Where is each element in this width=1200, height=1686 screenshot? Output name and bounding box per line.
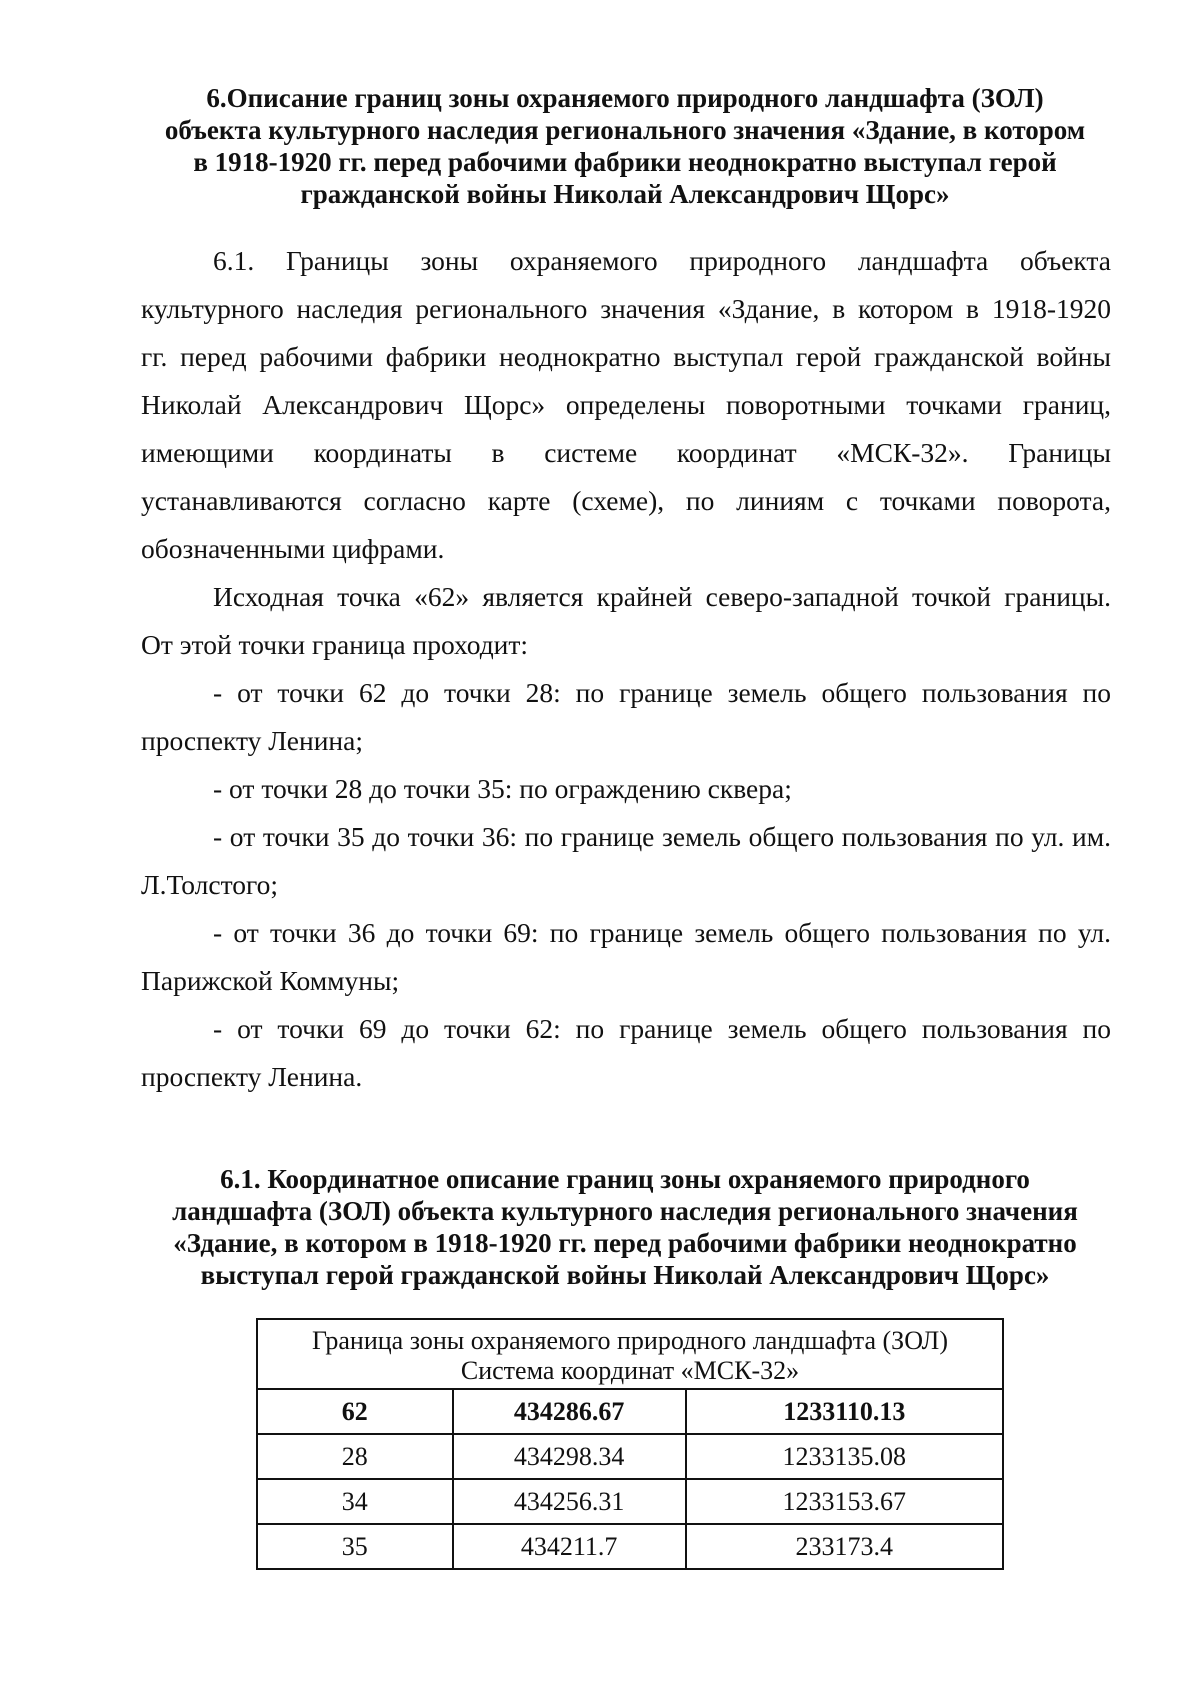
y-coordinate-cell: 1233153.67 [686, 1479, 1003, 1524]
x-coordinate-cell: 434298.34 [453, 1434, 686, 1479]
paragraph-line: - от точки 35 до точки 36: по границе земель общего пользования по ул. им. [213, 821, 1111, 852]
point-number-cell: 35 [257, 1524, 453, 1569]
body-text [141, 237, 1111, 1101]
paragraph-line: имеющими координаты в системе координат «МСК-32». Границы [141, 437, 1111, 468]
section-6-heading [130, 82, 1120, 210]
heading-line: гражданской войны Николай Александрович Щорс» [300, 179, 950, 209]
table-row [257, 1389, 1003, 1434]
heading-line: выступал герой гражданской войны Николай Александрович Щорс» [200, 1260, 1050, 1290]
table-row [257, 1434, 1003, 1479]
heading-line: 6.1. Координатное описание границ зоны охраняемого природного [220, 1164, 1030, 1194]
paragraph-line: обозначенными цифрами. [141, 533, 445, 564]
coordinates-heading [130, 1163, 1120, 1291]
heading-line: объекта культурного наследия регионального значения «Здание, в котором [164, 115, 1086, 145]
paragraph-origin [141, 573, 1111, 669]
paragraph-line: От этой точки граница проходит: [141, 629, 529, 660]
table-caption-row [257, 1319, 1003, 1389]
table-row [257, 1524, 1003, 1569]
coordinates-table [256, 1318, 1004, 1570]
paragraph-line: устанавливаются согласно карте (схеме), по линиям с точками поворота, [141, 485, 1111, 516]
paragraph-line: Исходная точка «62» является крайней северо-западной точкой границы. [213, 581, 1111, 612]
table-caption [257, 1319, 1003, 1389]
paragraph-6-1 [141, 237, 1111, 573]
paragraph-line: 6.1. Границы зоны охраняемого природного ландшафта объекта [213, 245, 1111, 276]
table-caption-line: Граница зоны охраняемого природного ландшафта (ЗОЛ) [312, 1326, 948, 1355]
point-number-cell: 28 [257, 1434, 453, 1479]
segment-item [141, 909, 1111, 1005]
paragraph-line: культурного наследия регионального значения «Здание, в котором в 1918-1920 [141, 293, 1111, 324]
heading-line: 6.Описание границ зоны охраняемого природного ландшафта (ЗОЛ) [206, 83, 1044, 113]
y-coordinate-cell: 1233135.08 [686, 1434, 1003, 1479]
x-coordinate-cell: 434256.31 [453, 1479, 686, 1524]
point-number-cell: 62 [257, 1389, 453, 1434]
x-coordinate-cell: 434286.67 [453, 1389, 686, 1434]
paragraph-line: - от точки 36 до точки 69: по границе земель общего пользования по ул. [213, 917, 1111, 948]
segment-item [141, 1005, 1111, 1101]
paragraph-line: Л.Толстого; [141, 869, 278, 900]
paragraph-line: - от точки 62 до точки 28: по границе земель общего пользования по [213, 677, 1111, 708]
y-coordinate-cell: 233173.4 [686, 1524, 1003, 1569]
table-row [257, 1479, 1003, 1524]
heading-line: ландшафта (ЗОЛ) объекта культурного наследия регионального значения [172, 1196, 1078, 1226]
heading-line: «Здание, в котором в 1918-1920 гг. перед рабочими фабрики неоднократно [173, 1228, 1077, 1258]
paragraph-line: - от точки 28 до точки 35: по ограждению сквера; [213, 773, 792, 804]
segment-item [141, 765, 1111, 813]
paragraph-line: Парижской Коммуны; [141, 965, 400, 996]
paragraph-line: Николай Александрович Щорс» определены поворотными точками границ, [141, 389, 1111, 420]
paragraph-line: проспекту Ленина; [141, 725, 363, 756]
paragraph-line: - от точки 69 до точки 62: по границе земель общего пользования по [213, 1013, 1111, 1044]
segment-item [141, 669, 1111, 765]
heading-line: в 1918-1920 гг. перед рабочими фабрики неоднократно выступал герой [193, 147, 1057, 177]
paragraph-line: гг. перед рабочими фабрики неоднократно выступал герой гражданской войны [141, 341, 1111, 372]
paragraph-line: проспекту Ленина. [141, 1061, 363, 1092]
table-caption-line: Система координат «МСК-32» [460, 1356, 800, 1385]
segment-item [141, 813, 1111, 909]
x-coordinate-cell: 434211.7 [453, 1524, 686, 1569]
point-number-cell: 34 [257, 1479, 453, 1524]
y-coordinate-cell: 1233110.13 [686, 1389, 1003, 1434]
